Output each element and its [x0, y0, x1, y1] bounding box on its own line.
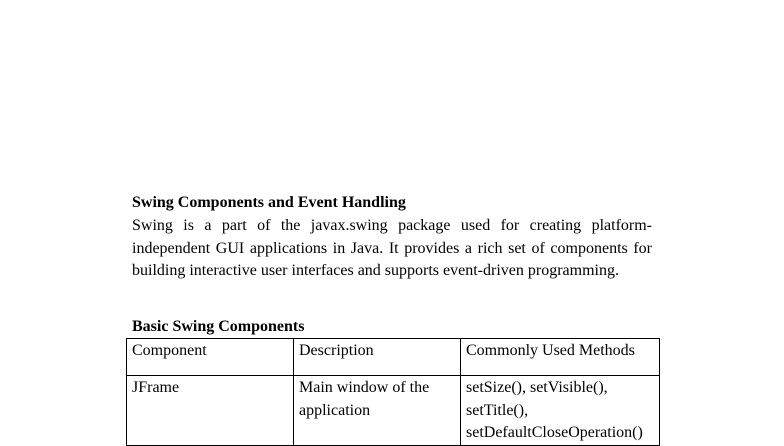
component-name: JFrame	[132, 379, 180, 396]
cell-methods	[461, 376, 660, 446]
header-methods: Commonly Used Methods	[461, 339, 660, 376]
description-line: application	[299, 401, 371, 419]
table-header-row	[127, 339, 660, 376]
table-row	[127, 376, 660, 446]
section-heading: Swing Components and Event Handling	[132, 194, 406, 211]
components-table	[126, 338, 660, 446]
description-line: Main window of the	[299, 379, 430, 396]
header-component: Component	[127, 339, 294, 376]
table-heading: Basic Swing Components	[132, 318, 305, 335]
methods-line: setTitle(),	[466, 401, 529, 419]
cell-description	[294, 376, 461, 446]
intro-paragraph: Swing is a part of the javax.swing package used for creating platform-independent GUI applications in Java. It provides a rich set of components for building interactive user interfaces and supports event-driven programming.	[132, 217, 652, 280]
methods-line: setDefaultCloseOperation()	[466, 424, 643, 442]
methods-line: setSize(), setVisible(),	[466, 379, 608, 396]
header-description: Description	[294, 339, 461, 376]
cell-component	[127, 376, 294, 446]
